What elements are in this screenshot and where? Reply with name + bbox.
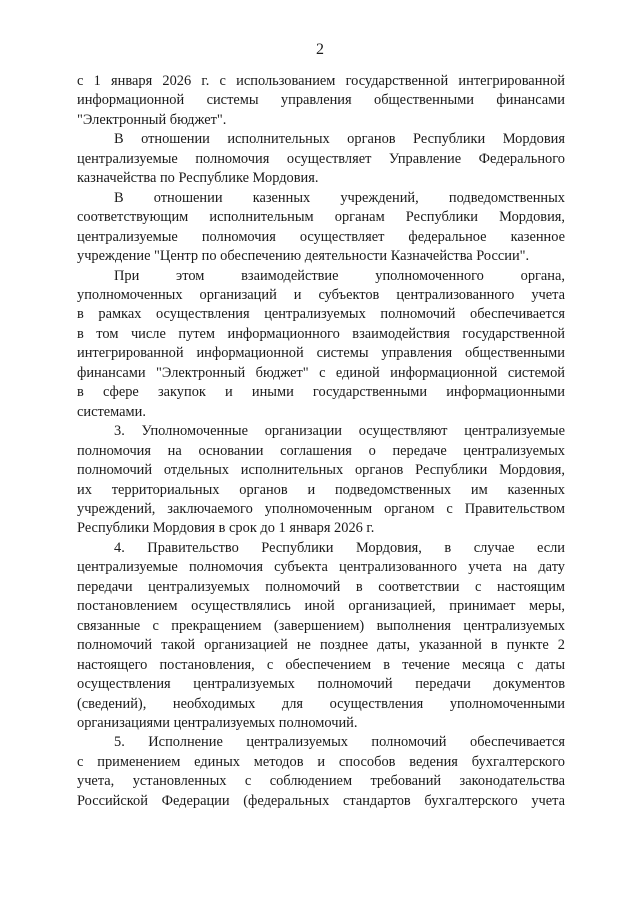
text-line: соответствующим исполнительным органам Республики Мордовия, xyxy=(77,209,565,226)
text-line: 5. Исполнение централизуемых полномочий обеспечивается xyxy=(114,734,565,751)
text-line: передачи централизуемых полномочий в соответствии с настоящим xyxy=(77,578,565,595)
paragraph-clause-4 xyxy=(77,539,565,734)
text-line: с применением единых методов и способов ведения бухгалтерского xyxy=(77,753,565,770)
paragraph-interaction xyxy=(77,267,565,423)
text-line: осуществления централизуемых полномочий передачи документов xyxy=(77,676,565,693)
text-line: в рамках осуществления централизуемых полномочий обеспечивается xyxy=(77,306,565,323)
paragraph-clause-5 xyxy=(77,733,565,811)
text-line: организациями централизуемых полномочий. xyxy=(77,714,358,731)
text-line: учреждений, заключаемого уполномоченным органом с Правительством xyxy=(77,500,565,517)
text-line: "Электронный бюджет". xyxy=(77,111,227,128)
text-line: учета, установленных с соблюдением требований законодательства xyxy=(77,773,565,790)
text-line: В отношении казенных учреждений, подведомственных xyxy=(114,189,565,206)
text-line: полномочий отдельных исполнительных органов Республики Мордовия, xyxy=(77,462,565,479)
text-line: казначейства по Республике Мордовия. xyxy=(77,170,319,187)
text-line: информационной системы управления общественными финансами xyxy=(77,92,565,109)
page-number: 2 xyxy=(316,41,324,58)
text-line: централизуемые полномочия осуществляет Управление Федерального xyxy=(77,150,565,167)
text-line: в том числе путем информационного взаимодействия государственной xyxy=(77,325,565,342)
text-line: В отношении исполнительных органов Республики Мордовия xyxy=(114,131,565,148)
text-line: 4. Правительство Республики Мордовия, в случае если xyxy=(114,539,565,556)
text-line: полномочий такой организацией не позднее даты, указанной в пункте 2 xyxy=(77,637,565,654)
text-line: полномочия на основании соглашения о передаче централизуемых xyxy=(77,442,565,459)
paragraph-electronic-budget-continuation xyxy=(77,72,565,130)
text-line: 3. Уполномоченные организации осуществляют централизуемые xyxy=(114,423,565,440)
text-line: централизуемые полномочия субъекта централизованного учета на дату xyxy=(77,559,565,576)
text-line: настоящего постановления, с обеспечением в течение месяца с даты xyxy=(77,656,565,673)
text-line: интегрированной информационной системы управления общественными xyxy=(77,345,565,362)
text-line: Российской Федерации (федеральных стандартов бухгалтерского учета xyxy=(77,792,565,809)
paragraph-state-institutions xyxy=(77,189,565,267)
text-line: их территориальных органов и подведомственных им казенных xyxy=(77,481,565,498)
text-line: При этом взаимодействие уполномоченного органа, xyxy=(114,267,565,284)
text-line: в сфере закупок и иными государственными информационными xyxy=(77,384,565,401)
text-line: связанные с прекращением (завершением) выполнения централизуемых xyxy=(77,617,565,634)
text-line: централизуемые полномочия осуществляет федеральное казенное xyxy=(77,228,565,245)
text-line: финансами "Электронный бюджет" с единой информационной системой xyxy=(77,364,565,381)
document-body xyxy=(77,72,565,811)
paragraph-executive-bodies xyxy=(77,130,565,188)
text-line: системами. xyxy=(77,403,146,420)
text-line: с 1 января 2026 г. с использованием государственной интегрированной xyxy=(77,73,565,89)
text-line: уполномоченных организаций и субъектов централизованного учета xyxy=(77,286,565,303)
text-line: учреждение "Центр по обеспечению деятельности Казначейства России". xyxy=(77,248,530,265)
paragraph-clause-3 xyxy=(77,422,565,539)
text-line: Республики Мордовия в срок до 1 января 2026 г. xyxy=(77,520,375,537)
text-line: (сведений), необходимых для осуществления уполномоченными xyxy=(77,695,565,712)
text-line: постановлением осуществлялись иной организацией, принимает меры, xyxy=(77,598,565,615)
